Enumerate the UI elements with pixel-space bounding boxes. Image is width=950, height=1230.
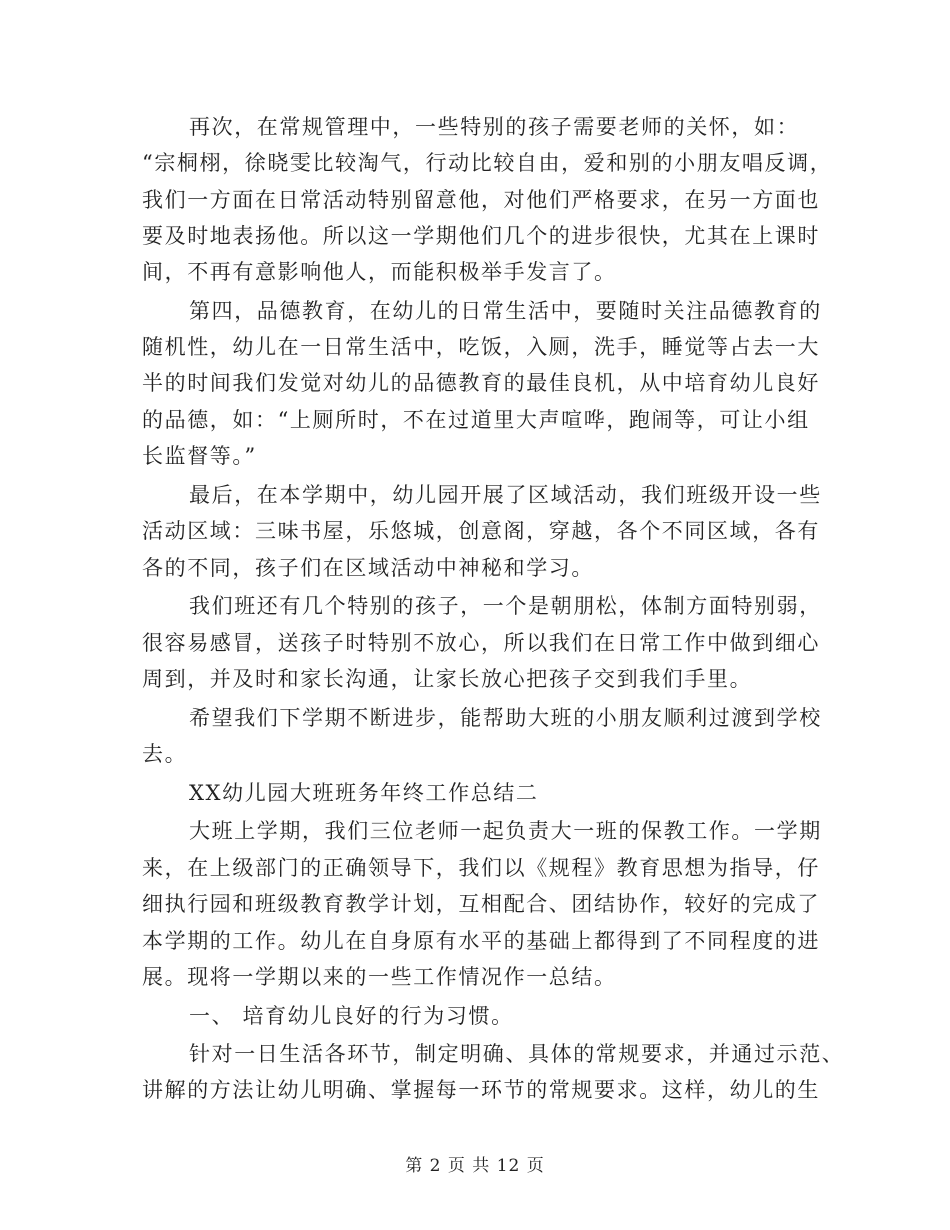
- text-line: 来，在上级部门的正确领导下，我们以《规程》教育思想为指导，仔: [142, 856, 820, 880]
- text-line: 大班上学期，我们三位老师一起负责大一班的保教工作。一学期: [189, 819, 822, 843]
- text-line: 我们班还有几个特别的孩子，一个是朝朋松，体制方面特别弱，: [189, 594, 822, 618]
- text-line: 希望我们下学期不断进步，能帮助大班的小朋友顺利过渡到学校: [189, 706, 822, 730]
- text-line: 随机性，幼儿在一日常生活中，吃饭，入厕，洗手，睡觉等占去一大: [142, 335, 820, 359]
- text-line: 讲解的方法让幼儿明确、掌握每一环节的常规要求。这样，幼儿的生: [142, 1078, 820, 1102]
- text-line: 细执行园和班级教育教学计划，互相配合、团结协作，较好的完成了: [142, 892, 820, 916]
- text-line: 的品德，如：“上厕所时，不在过道里大声喧哗，跑闹等，可让小组: [142, 408, 810, 432]
- text-line: 去。: [142, 742, 188, 766]
- text-line: 最后，在本学期中，幼儿园开展了区域活动，我们班级开设一些: [189, 483, 822, 507]
- section-heading: XX幼儿园大班班务年终工作总结二: [189, 781, 539, 805]
- text-line: 我们一方面在日常活动特别留意他，对他们严格要求，在另一方面也: [142, 188, 820, 212]
- text-line: 再次，在常规管理中，一些特别的孩子需要老师的关怀，如：: [189, 115, 800, 139]
- page-number: 第 2 页 共 12 页: [405, 1156, 545, 1176]
- text-line: 各的不同，孩子们在区域活动中神秘和学习。: [142, 556, 594, 580]
- text-line: 展。现将一学期以来的一些工作情况作一总结。: [142, 965, 617, 989]
- text-line: 长监督等。”: [142, 444, 257, 468]
- text-line: 间，不再有意影响他人，而能积极举手发言了。: [142, 260, 617, 284]
- text-line: 周到，并及时和家长沟通，让家长放心把孩子交到我们手里。: [142, 667, 753, 691]
- text-line: 第四，品德教育，在幼儿的日常生活中，要随时关注品德教育的: [189, 299, 822, 323]
- text-line: “宗桐栩，徐晓雯比较淘气，行动比较自由，爱和别的小朋友唱反调，: [142, 151, 833, 175]
- text-line: 本学期的工作。幼儿在自身原有水平的基础上都得到了不同程度的进: [142, 929, 820, 953]
- subsection-heading: 一、 培育幼儿良好的行为习惯。: [189, 1004, 514, 1028]
- text-line: 半的时间我们发觉对幼儿的品德教育的最佳良机，从中培育幼儿良好: [142, 371, 820, 395]
- text-line: 针对一日生活各环节，制定明确、具体的常规要求，并通过示范、: [189, 1042, 845, 1066]
- text-line: 活动区域：三味书屋，乐悠城，创意阁，穿越，各个不同区域，各有: [142, 519, 820, 543]
- text-line: 要及时地表扬他。所以这一学期他们几个的进步很快，尤其在上课时: [142, 224, 820, 248]
- text-line: 很容易感冒，送孩子时特别不放心，所以我们在日常工作中做到细心: [142, 631, 820, 655]
